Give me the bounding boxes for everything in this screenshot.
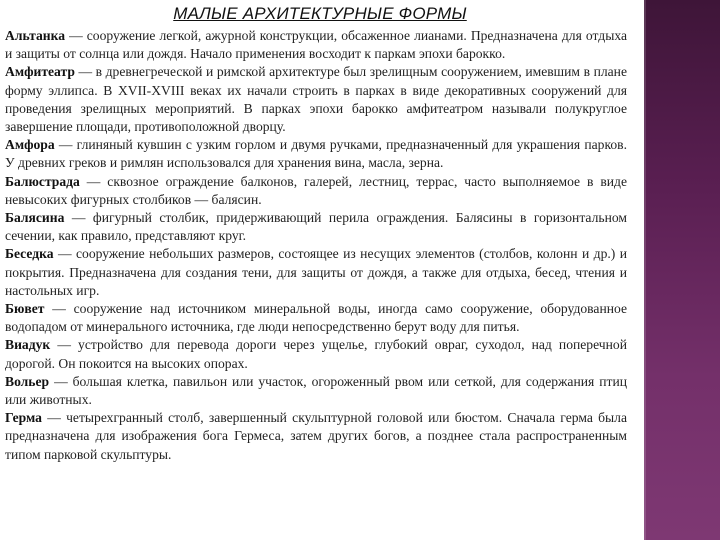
definition: — сквозное ограждение балконов, галерей, лестниц, террас, часто выполняемое в виде невысоких фигурных столбиков — балясин. xyxy=(5,173,627,207)
definition: — сооружение легкой, ажурной конструкции, обсаженное лианами. Предназначена для отдыха и защиты от солнца или дождя. Начало применения восходит к паркам эпохи барокко. xyxy=(5,28,627,62)
definition: — в древнегреческой и римской архитектуре был зрелищным сооружением, имевшим в плане форму эллипса. В XVII-XVIII веках их начали строить в парках в виде декоративных сооружений для проведения зрелищных мероприятий. В парках эпохи барокко амфитеатром называли полукруглое завершение площади, противоположной дворцу. xyxy=(5,64,627,135)
glossary-entry xyxy=(5,63,627,136)
definition: — фигурный столбик, придерживающий перила ограждения. Балясины в горизонтальном сечении, как правило, представляют круг. xyxy=(5,210,627,244)
glossary-entry xyxy=(5,300,627,336)
definition: — глиняный кувшин с узким горлом и двумя ручками, предназначенный для украшения парков. У древних греков и римлян использовался для хранения вина, масла, зерна. xyxy=(5,137,627,171)
glossary-entry xyxy=(5,409,627,464)
term: Вольер xyxy=(5,373,50,389)
term: Балюстрада xyxy=(5,173,80,189)
definition: — большая клетка, павильон или участок, огороженный рвом или сеткой, для содержания птиц или животных. xyxy=(5,373,627,408)
decorative-sidebar xyxy=(644,0,720,540)
term: Альтанка xyxy=(5,28,66,43)
glossary-entry xyxy=(5,136,627,172)
glossary-entry xyxy=(5,373,627,409)
glossary-entry xyxy=(5,336,627,372)
definition: — сооружение небольших размеров, состоящее из несущих элементов (столбов, колонн и др.) и покрытия. Предназначена для создания тени, для защиты от дождя, а также для отдыха, бесед, чтения и настольных игр. xyxy=(5,246,627,298)
definition: — четырехгранный столб, завершенный скульптурной головой или бюстом. Сначала герма была предназначена для изображения бога Гермеса, затем других богов, а позднее стала распространенным типом парковой скульптуры. xyxy=(5,410,627,462)
term: Амфитеатр xyxy=(5,64,75,80)
definition: — устройство для перевода дороги через ущелье, глубокий овраг, суходол, над поперечной дорогой. Он покоится на высоких опорах. xyxy=(5,337,627,371)
glossary-entry xyxy=(5,209,627,245)
definition: — сооружение над источником минеральной воды, иногда само сооружение, оборудованное водопадом от минерального источника, где люди непосредственно берут воду для питья. xyxy=(5,301,627,335)
term: Бювет xyxy=(5,301,45,317)
glossary-entry xyxy=(5,245,627,300)
glossary-entry xyxy=(5,27,627,63)
term: Амфора xyxy=(5,137,55,153)
term: Виадук xyxy=(5,337,51,353)
slide-title: МАЛЫЕ АРХИТЕКТУРНЫЕ ФОРМЫ xyxy=(173,4,467,23)
glossary-entry xyxy=(5,173,627,209)
term: Балясина xyxy=(5,210,65,226)
term: Беседка xyxy=(5,246,54,262)
glossary xyxy=(5,27,627,464)
term: Герма xyxy=(5,410,42,426)
